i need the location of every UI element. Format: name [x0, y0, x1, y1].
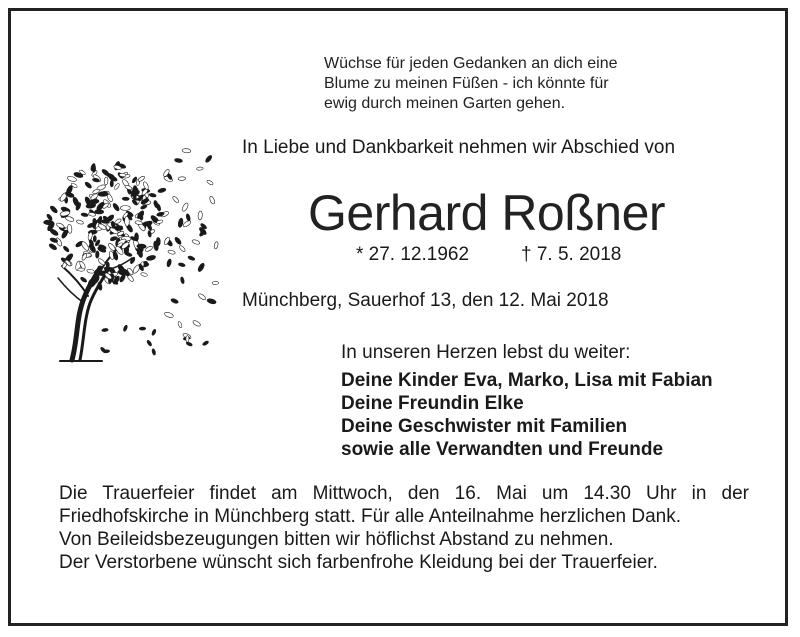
leaf-mark — [197, 262, 205, 272]
leaf-mark — [112, 202, 120, 211]
leaf-mark — [206, 179, 213, 185]
leaf-mark — [48, 243, 57, 251]
leaf-mark — [151, 329, 156, 336]
leaf-mark — [49, 205, 58, 214]
condolence-note: Von Beileidsbezeugungen bitten wir höflichst Abstand zu nehmen. — [59, 529, 614, 550]
leaf-mark — [44, 220, 54, 225]
leaf-mark — [170, 298, 179, 304]
leaf-mark — [198, 293, 207, 301]
birth-date: * 27. 12.1962 — [356, 244, 470, 265]
leaf-mark — [179, 245, 186, 253]
leaf-mark — [63, 245, 70, 252]
poem-line: ewig durch meinen Garten gehen. — [324, 95, 566, 112]
leaf-mark — [174, 158, 182, 163]
place-and-date: Münchberg, Sauerhof 13, den 12. Mai 2018 — [242, 290, 609, 311]
leaf-mark — [80, 241, 89, 252]
windblown-tree-icon — [40, 128, 230, 368]
leaf-mark — [205, 154, 213, 163]
leaf-mark — [182, 148, 191, 153]
leaf-mark — [186, 336, 189, 343]
poem-line: Blume zu meinen Füßen - ich könnte für — [324, 75, 609, 92]
leaf-mark — [197, 167, 204, 171]
mourner-line: Deine Kinder Eva, Marko, Lisa mit Fabian — [341, 370, 713, 391]
leaf-mark — [81, 213, 88, 217]
leaf-mark — [146, 255, 156, 262]
leaf-mark — [93, 235, 96, 242]
leaf-mark — [60, 210, 71, 217]
leaf-mark — [124, 216, 129, 226]
clothing-note: Der Verstorbene wünscht sich farbenfrohe Kleidung bei der Trauerfeier. — [59, 552, 658, 573]
leaf-mark — [97, 258, 106, 266]
leaf-mark — [177, 218, 183, 228]
leaf-mark — [80, 276, 88, 283]
leaf-mark — [94, 210, 103, 214]
leaf-mark — [135, 220, 143, 225]
leaf-mark — [76, 219, 84, 225]
poem-quote — [324, 54, 618, 114]
leaf-mark — [213, 241, 218, 249]
leaf-mark — [103, 349, 110, 353]
leaf-mark — [92, 164, 96, 172]
leaf-mark — [78, 268, 85, 271]
leaf-mark — [129, 256, 135, 264]
leaf-mark — [139, 327, 146, 330]
leaf-mark — [153, 200, 159, 209]
hearts-line: In unseren Herzen lebst du weiter: — [341, 342, 631, 363]
leaf-mark — [120, 206, 130, 211]
leaf-mark — [146, 340, 152, 347]
leaf-mark — [137, 244, 147, 249]
leaf-mark — [137, 175, 145, 182]
mourner-line: Deine Geschwister mit Familien — [341, 416, 628, 437]
farewell-intro: In Liebe und Dankbarkeit nehmen wir Abschied von — [242, 137, 676, 158]
leaf-mark — [198, 211, 203, 220]
poem-line: Wüchse für jeden Gedanken an dich eine — [324, 55, 618, 72]
leaf-mark — [182, 220, 192, 228]
leaf-mark — [102, 328, 109, 332]
service-note: Die Trauerfeier findet am Mittwoch, den 16. Mai um 14.30 Uhr in der Friedhofskirche in Münchberg statt. Für alle Anteilnahme herzlichen Dank. — [59, 483, 749, 527]
leaf-mark — [178, 262, 186, 267]
leaf-mark — [140, 204, 148, 210]
leaf-mark — [192, 320, 201, 328]
mourner-line: Deine Freundin Elke — [341, 393, 524, 414]
leaf-mark — [212, 281, 219, 284]
deceased-name: Gerhard Roßner — [308, 185, 666, 241]
leaf-mark — [101, 168, 110, 177]
leaf-mark — [209, 196, 216, 205]
leaf-mark — [180, 277, 185, 284]
leaf-mark — [149, 193, 157, 198]
leaf-mark — [177, 321, 182, 328]
leaf-mark — [124, 185, 132, 191]
leaf-mark — [164, 311, 174, 318]
leaf-mark — [192, 239, 201, 245]
leaf-mark — [107, 242, 116, 251]
leaf-mark — [114, 218, 122, 225]
leaf-mark — [87, 269, 95, 274]
leaf-mark — [49, 228, 59, 237]
leaf-mark — [122, 197, 129, 201]
leaf-mark — [98, 191, 108, 196]
funeral-notes — [59, 482, 749, 574]
leaf-mark — [166, 259, 172, 268]
death-date: † 7. 5. 2018 — [521, 244, 622, 265]
leaf-mark — [187, 255, 195, 261]
leaf-mark — [115, 227, 123, 231]
mourners-list — [341, 369, 713, 461]
leaf-mark — [207, 298, 217, 305]
leaf-mark — [140, 272, 147, 277]
leaf-mark — [156, 237, 160, 246]
leaf-mark — [168, 249, 176, 254]
leaf-mark — [202, 340, 209, 346]
leaf-mark — [46, 213, 53, 221]
leaf-mark — [181, 202, 189, 212]
leaf-mark — [95, 251, 99, 258]
leaf-mark — [172, 195, 180, 203]
leaf-mark — [178, 177, 186, 181]
leaf-mark — [114, 183, 121, 190]
leaf-mark — [151, 348, 156, 355]
mourner-line: sowie alle Verwandten und Freunde — [341, 439, 664, 460]
leaf-mark — [157, 187, 166, 193]
leaf-mark — [110, 180, 113, 187]
leaf-mark — [123, 325, 128, 332]
leaf-mark — [104, 177, 108, 185]
leaf-mark — [174, 236, 182, 245]
leaf-mark — [84, 181, 92, 189]
leaf-mark — [186, 213, 191, 221]
